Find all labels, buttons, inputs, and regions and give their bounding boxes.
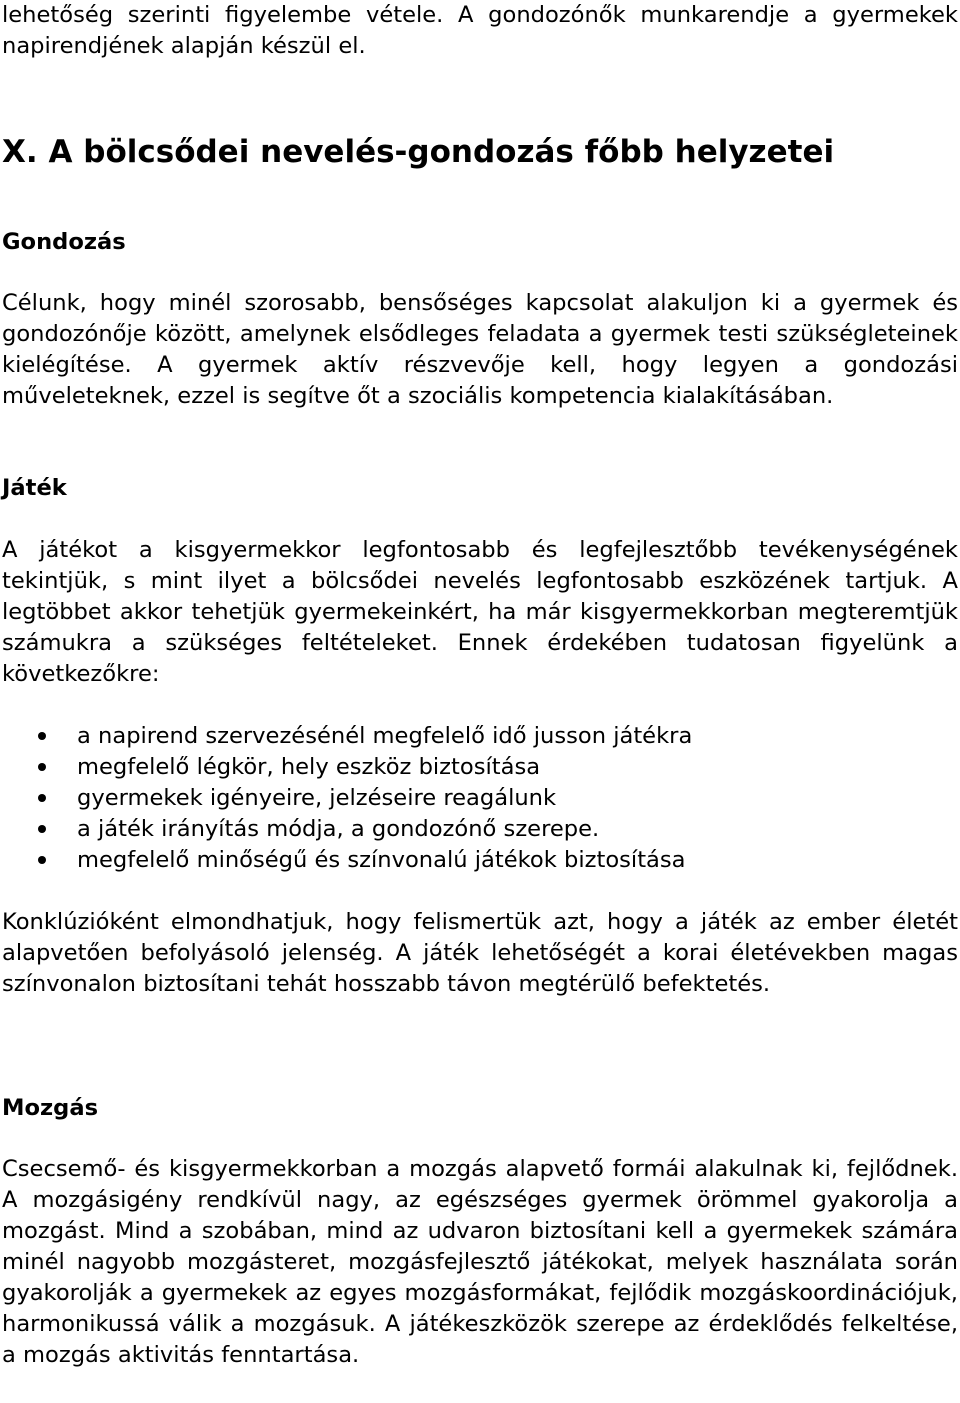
list-item-text: a játék irányítás módja, a gondozónő szerepe. bbox=[77, 816, 600, 842]
jatek-conclusion: Konklúzióként elmondhatjuk, hogy felismertük azt, hogy a játék az ember életét alapvetően befolyásoló jelenség. A játék lehetőségét a korai életévekben magas színvonalon biztosítani tehát hosszabb távon megtérülő befektetés. bbox=[2, 909, 958, 997]
bullet-icon bbox=[38, 763, 46, 771]
list-item bbox=[2, 721, 958, 752]
bullet-icon bbox=[38, 732, 46, 740]
section-heading-jatek: Játék bbox=[2, 475, 67, 501]
list-item-text: gyermekek igényeire, jelzéseire reagálunk bbox=[77, 785, 557, 811]
chapter-title: X. A bölcsődei nevelés-gondozás főbb helyzetei bbox=[2, 134, 835, 170]
list-item-text: megfelelő légkör, hely eszköz biztosítása bbox=[77, 754, 541, 780]
bullet-icon bbox=[38, 794, 46, 802]
list-item bbox=[2, 814, 958, 845]
bullet-icon bbox=[38, 825, 46, 833]
section-heading-mozgas: Mozgás bbox=[2, 1095, 99, 1121]
list-item bbox=[2, 783, 958, 814]
list-item-text: a napirend szervezésénél megfelelő idő jusson játékra bbox=[77, 723, 693, 749]
list-item-text: megfelelő minőségű és színvonalú játékok biztosítása bbox=[77, 847, 686, 873]
intro-paragraph: lehetőség szerinti figyelembe vétele. A gondozónők munkarendje a gyermekek napirendjének alapján készül el. bbox=[2, 2, 958, 59]
mozgas-paragraph: Csecsemő- és kisgyermekkorban a mozgás alapvető formái alakulnak ki, fejlődnek. A mozgásigény rendkívül nagy, az egészséges gyermek örömmel gyakorolja a mozgást. Mind a szobában, mind az udvaron biztosítani kell a gyermekek számára minél nagyobb mozgásteret, mozgásfejlesztő játékokat, melyek használata során gyakorolják a gyermekek az egyes mozgásformákat, fejlődik mozgáskoordinációjuk, harmonikussá válik a mozgásuk. A játékeszközök szerepe az érdeklődés felkeltése, a mozgás aktivitás fenntartása. bbox=[2, 1156, 958, 1368]
gondozas-paragraph: Célunk, hogy minél szorosabb, bensőséges kapcsolat alakuljon ki a gyermek és gondozónője között, amelynek elsődleges feladata a gyermek testi szükségleteinek kielégítése. A gyermek aktív részvevője kell, hogy legyen a gondozási műveleteknek, ezzel is segítve őt a szociális kompetencia kialakításában. bbox=[2, 290, 958, 409]
list-item bbox=[2, 845, 958, 876]
jatek-bullet-list bbox=[2, 721, 958, 876]
section-heading-gondozas: Gondozás bbox=[2, 229, 126, 255]
bullet-icon bbox=[38, 856, 46, 864]
jatek-paragraph: A játékot a kisgyermekkor legfontosabb és legfejlesztőbb tevékenységének tekintjük, s mint ilyet a bölcsődei nevelés legfontosabb eszközének tartjuk. A legtöbbet akkor tehetjük gyermekeinkért, ha már kisgyermekkorban megteremtjük számukra a szükséges feltételeket. Ennek érdekében tudatosan figyelünk a következőkre: bbox=[2, 537, 958, 687]
list-item bbox=[2, 752, 958, 783]
